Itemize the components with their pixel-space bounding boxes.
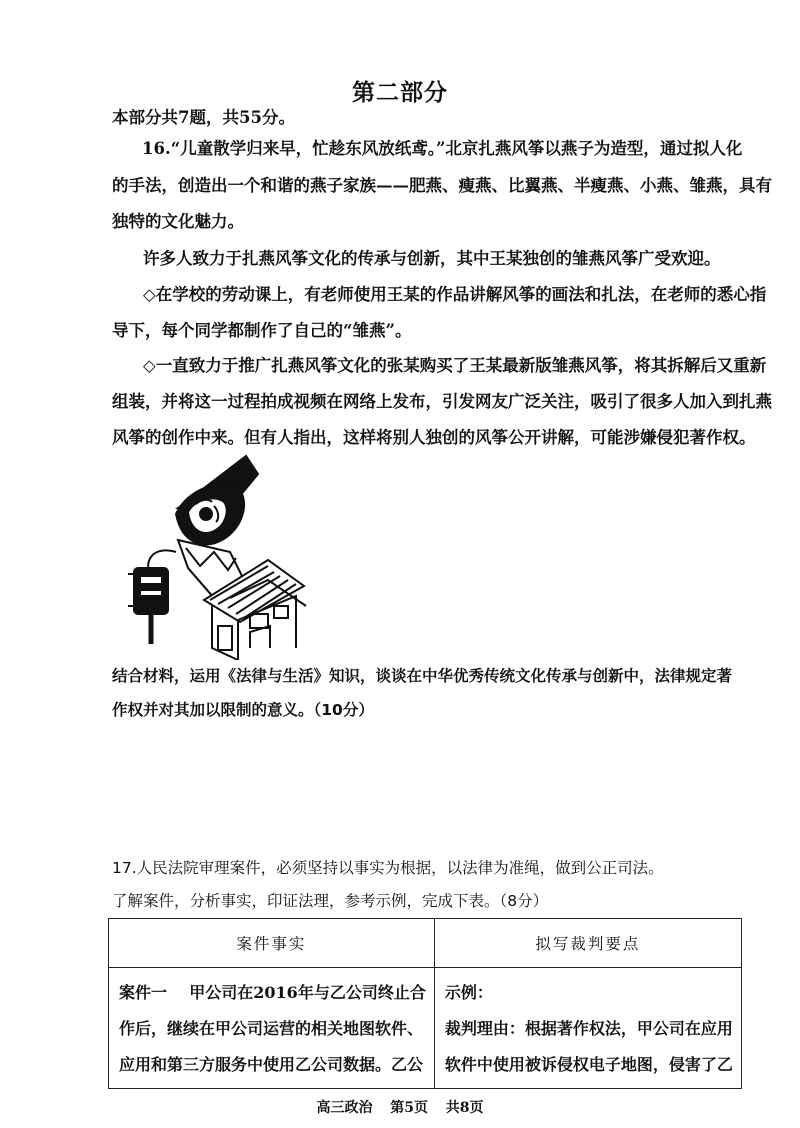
q16-question-line-2: 作权并对其加以限制的意义。（10分） bbox=[112, 701, 374, 719]
q16-bullet-1-line-1: ◇在学校的劳动课上，有老师使用王某的作品讲解风筝的画法和扎法，在老师的悉心指 bbox=[143, 285, 767, 304]
header-judgment-points: 拟写裁判要点 bbox=[434, 919, 741, 968]
case-facts-line-1: 案件一 甲公司在2016年与乙公司终止合 bbox=[119, 983, 426, 1002]
q17-line-2: 了解案件，分析事实，印证法理，参考示例，完成下表。（8分） bbox=[112, 892, 549, 910]
case-table bbox=[108, 918, 742, 1089]
q16-bullet-2-line-3: 风筝的创作中来。但有人指出，这样将别人独创的风筝公开讲解，可能涉嫌侵犯著作权。 bbox=[112, 428, 756, 447]
judgment-line-1: 示例： bbox=[444, 983, 493, 1002]
case-facts-line-2: 作后，继续在甲公司运营的相关地图软件、 bbox=[119, 1019, 424, 1038]
judgment-points-cell bbox=[434, 968, 741, 1089]
case-table-header-row bbox=[109, 919, 742, 968]
q16-bullet-2-line-1: ◇一直致力于推广扎燕风筝文化的张某购买了王某最新版雏燕风筝，将其拆解后又重新 bbox=[143, 356, 767, 375]
kite-illustration bbox=[118, 448, 308, 660]
part-title: 第二部分 bbox=[352, 79, 448, 106]
q16-line-3: 独特的文化魅力。 bbox=[112, 212, 244, 231]
page-footer: 高三政治 第5页 共8页 bbox=[316, 1100, 484, 1116]
judgment-line-3: 软件中使用被诉侵权电子地图，侵害了乙 bbox=[444, 1055, 733, 1074]
case-facts-cell bbox=[109, 968, 435, 1089]
q17-line-1: 17.人民法院审理案件，必须坚持以事实为根据，以法律为准绳，做到公正司法。 bbox=[112, 859, 664, 877]
case-facts-line-3: 应用和第三方服务中使用乙公司数据。乙公 bbox=[119, 1055, 424, 1074]
q16-line-1: 16.“儿童散学归来早，忙趁东风放纸鸢。”北京扎燕风筝以燕子为造型，通过拟人化 bbox=[142, 139, 743, 158]
section-intro: 本部分共7题，共55分。 bbox=[112, 108, 295, 127]
q16-question-line-1: 结合材料，运用《法律与生活》知识，谈谈在中华优秀传统文化传承与创新中，法律规定著 bbox=[112, 667, 733, 685]
q16-line-2: 的手法，创造出一个和谐的燕子家族——肥燕、瘦燕、比翼燕、半瘦燕、小燕、雏燕，具有 bbox=[112, 176, 772, 195]
q16-bullet-2-line-2: 组装，并将这一过程拍成视频在网络上发布，引发网友广泛关注，吸引了很多人加入到扎燕 bbox=[112, 392, 772, 411]
q16-paragraph-2: 许多人致力于扎燕风筝文化的传承与创新，其中王某独创的雏燕风筝广受欢迎。 bbox=[143, 249, 721, 268]
q16-bullet-1-line-2: 导下，每个同学都制作了自己的“雏燕”。 bbox=[112, 321, 412, 340]
judgment-line-2: 裁判理由：根据著作权法，甲公司在应用 bbox=[444, 1019, 733, 1038]
header-case-facts: 案件事实 bbox=[109, 919, 435, 968]
table-row bbox=[109, 968, 742, 1089]
